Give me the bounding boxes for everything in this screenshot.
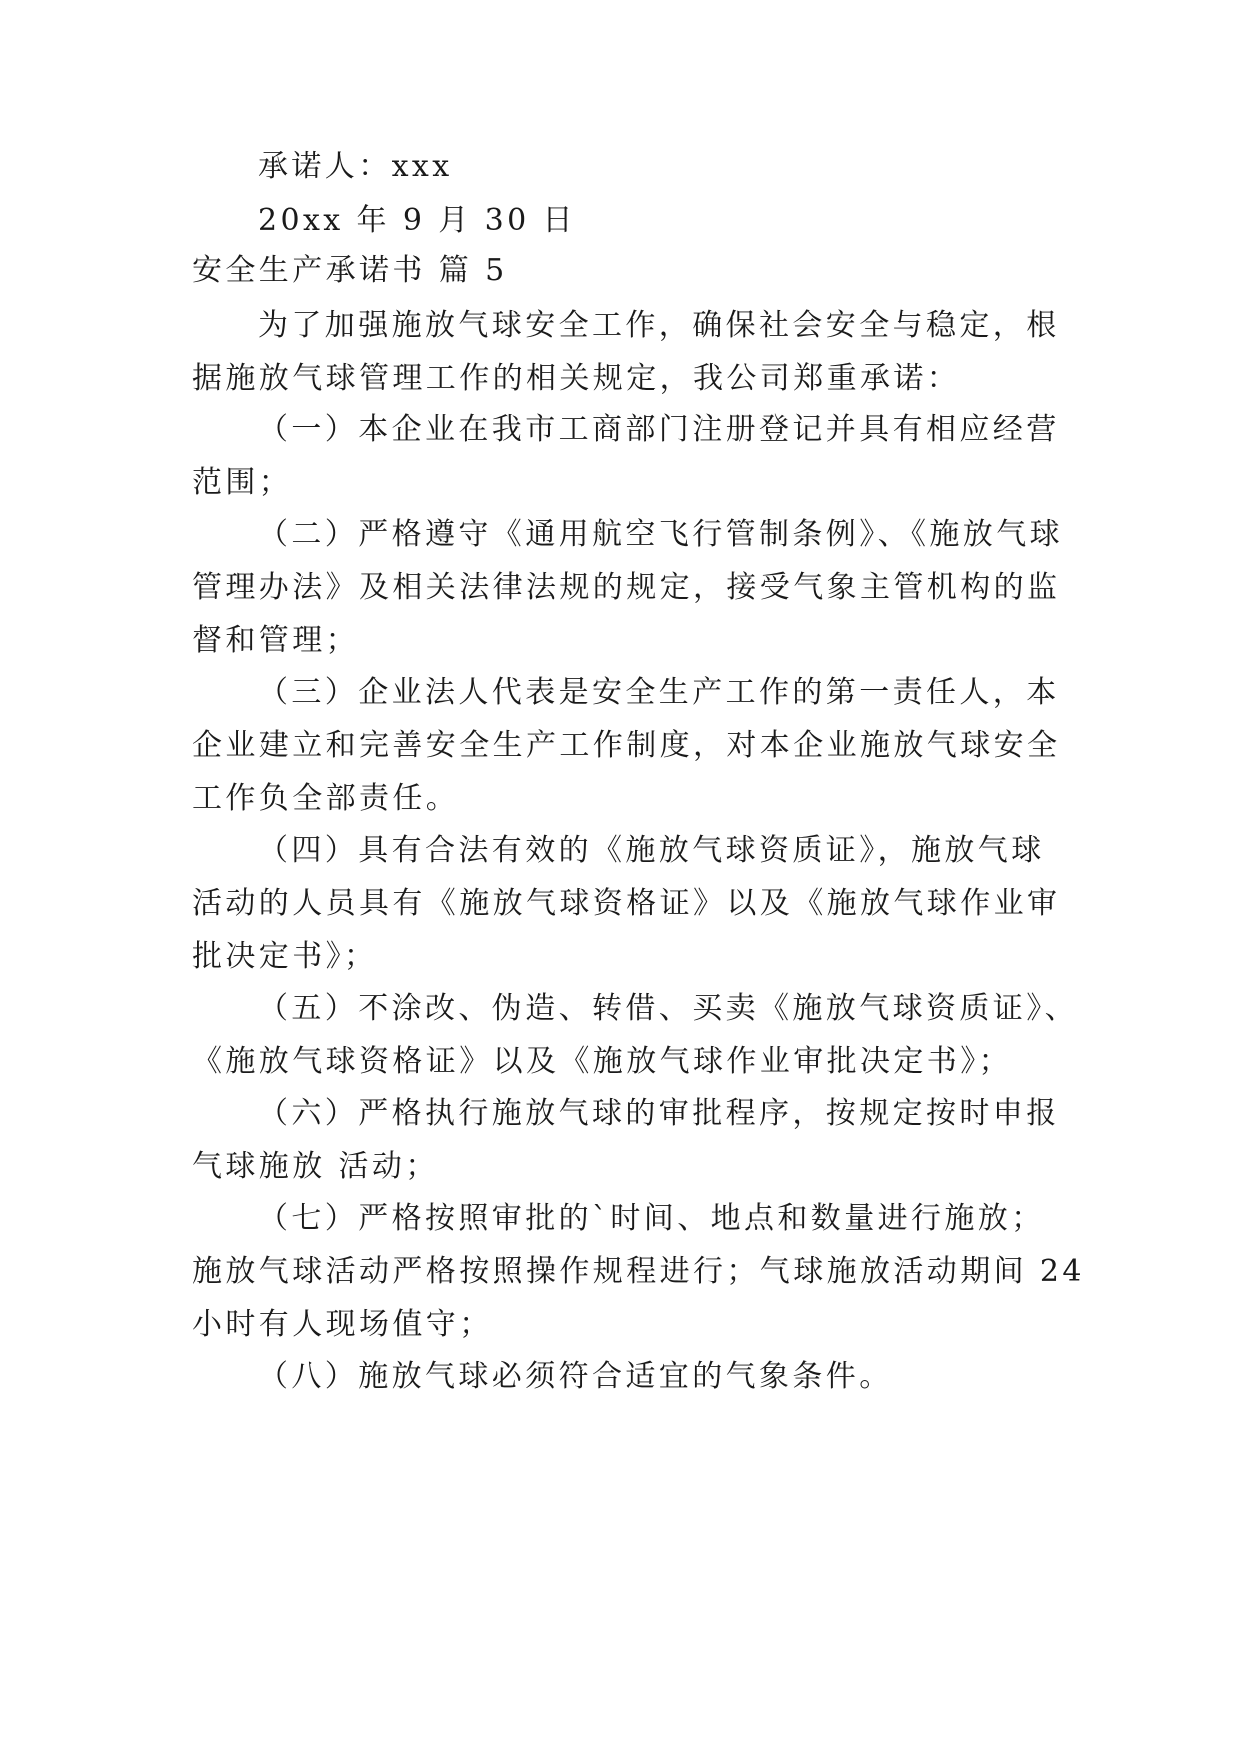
body-line: 督和管理； <box>192 623 359 658</box>
body-line: （七）严格按照审批的`时间、地点和数量进行施放； <box>258 1201 1045 1236</box>
body-line: 批决定书》； <box>192 939 378 974</box>
body-line: 据施放气球管理工作的相关规定，我公司郑重承诺： <box>192 361 961 396</box>
body-line: （八）施放气球必须符合适宜的气象条件。 <box>258 1359 893 1394</box>
body-line: （六）严格执行施放气球的审批程序，按规定按时申报 <box>258 1096 1060 1131</box>
section-title: 安全生产承诺书 篇 5 <box>192 253 508 288</box>
body-line: 企业建立和完善安全生产工作制度，对本企业施放气球安全 <box>192 728 1061 763</box>
body-line: 小时有人现场值守； <box>192 1307 493 1342</box>
body-line: （五）不涂改、伪造、转借、买卖《施放气球资质证》、 <box>258 991 1078 1026</box>
body-line: 活动的人员具有《施放气球资格证》以及《施放气球作业审 <box>192 886 1061 921</box>
body-line: 范围； <box>192 465 293 500</box>
body-line: 工作负全部责任。 <box>192 781 460 816</box>
body-line: 管理办法》及相关法律法规的规定，接受气象主管机构的监 <box>192 570 1061 605</box>
body-line: 为了加强施放气球安全工作，确保社会安全与稳定，根 <box>258 308 1060 343</box>
date-line: 20xx 年 9 月 30 日 <box>258 203 576 238</box>
body-line: 《施放气球资格证》以及《施放气球作业审批决定书》； <box>192 1044 1012 1079</box>
body-line: 施放气球活动严格按照操作规程进行；气球施放活动期间 24 <box>192 1254 1085 1289</box>
body-line: （二）严格遵守《通用航空飞行管制条例》、《施放气球 <box>258 517 1063 552</box>
body-line: （三）企业法人代表是安全生产工作的第一责任人，本 <box>258 675 1060 710</box>
body-line: （一）本企业在我市工商部门注册登记并具有相应经营 <box>258 412 1060 447</box>
body-line: 气球施放 活动； <box>192 1149 439 1184</box>
body-line: （四）具有合法有效的《施放气球资质证》，施放气球 <box>258 833 1045 868</box>
signer-line: 承诺人：xxx <box>258 149 453 184</box>
